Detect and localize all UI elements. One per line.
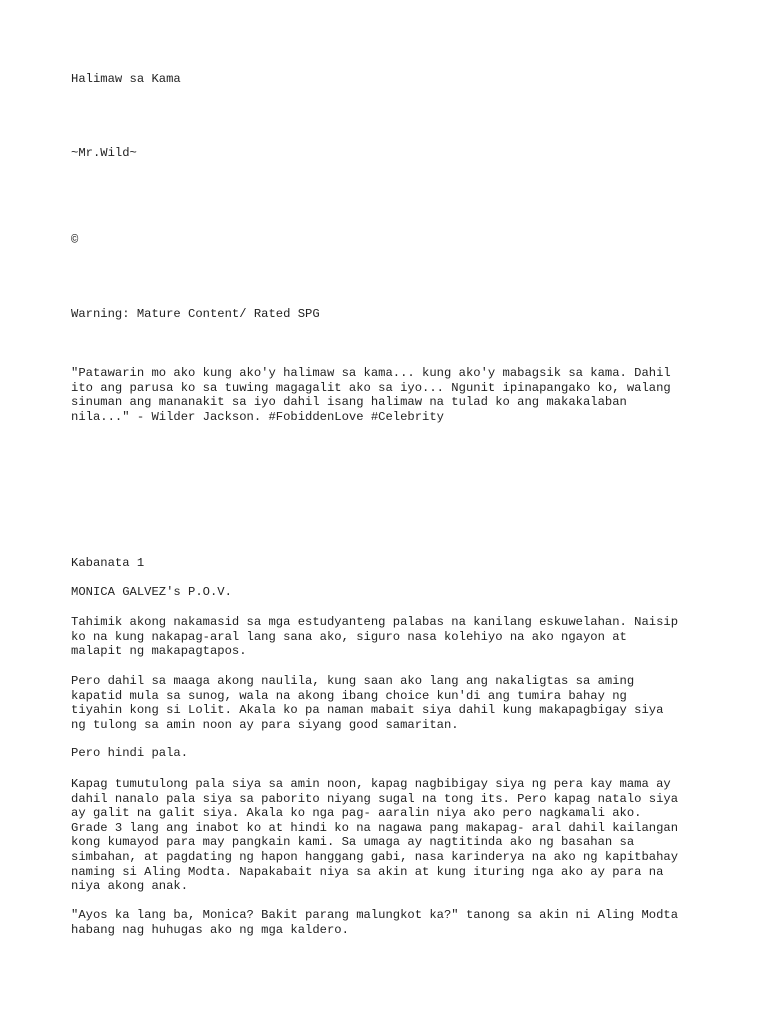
chapter-heading: Kabanata 1 [71,556,145,570]
paragraph-line: ko na kung nakapag-aral lang sana ako, siguro nasa kolehiyo na ako ngayon at [71,629,627,644]
paragraph-line: Pero dahil sa maaga akong naulila, kung saan ako lang ang nakaligtas sa aming [71,674,635,688]
copyright-symbol: © [71,233,79,247]
blurb-line: nila..." - Wilder Jackson. #FobiddenLove #Celebrity [71,409,444,424]
paragraph-line: kong kumayod para may pangkain kami. Sa umaga ay nagtitinda ako ng basahan sa [71,835,635,850]
blurb-line: "Patawarin mo ako kung ako'y halimaw sa kama... kung ako'y mabagsik sa kama. Dahil [71,366,671,380]
paragraph-line: Kapag tumutulong pala siya sa amin noon, kapag nagbibigay siya ng pera kay mama ay [71,777,671,791]
pov-heading: MONICA GALVEZ's P.O.V. [71,585,232,599]
paragraph-line: ng tulong sa amin noon ay para siyang good samaritan. [71,717,459,732]
author-name: ~Mr.Wild~ [71,146,137,160]
body-paragraph-5 [71,908,711,937]
blurb-line: ito ang parusa ko sa tuwing magagalit ako sa iyo... Ngunit ipinapangako ko, walang [71,380,671,395]
paragraph-line: habang nag huhugas ako ng mga kaldero. [71,922,349,937]
paragraph-line: "Ayos ka lang ba, Monica? Bakit parang malungkot ka?" tanong sa akin ni Aling Modta [71,908,679,922]
paragraph-line: niya akong anak. [71,879,189,894]
body-paragraph-3: Pero hindi pala. [71,746,189,760]
paragraph-line: Tahimik akong nakamasid sa mga estudyanteng palabas na kanilang eskuwelahan. Naisip [71,615,679,629]
paragraph-line: naming si Aling Modta. Napakabait niya sa akin at kung ituring nga ako ay para na [71,864,664,879]
paragraph-line: simbahan, at pagdating ng hapon hanggang gabi, nasa karinderya na ako ng kapitbahay [71,849,679,864]
body-paragraph-1 [71,615,711,659]
paragraph-line: malapit ng makapagtapos. [71,644,247,659]
paragraph-line: tiyahin kong si Lolit. Akala ko pa naman mabait siya dahil kung makapagbigay siya [71,703,664,718]
blurb-paragraph [71,366,711,424]
paragraph-line: kapatid mula sa sunog, wala na akong ibang choice kun'di ang tumira bahay ng [71,688,627,703]
paragraph-line: ay galit na galit siya. Akala ko nga pag- aaralin niya ako pero nagkamali ako. [71,806,642,821]
paragraph-line: dahil nanalo pala siya sa paborito niyang sugal na tong its. Pero kapag natalo siya [71,791,679,806]
content-warning: Warning: Mature Content/ Rated SPG [71,307,320,321]
blurb-line: sinuman ang mananakit sa iyo dahil isang halimaw na tulad ko ang makakalaban [71,395,627,410]
paragraph-line: Grade 3 lang ang inabot ko at hindi ko na nagawa pang makapag- aral dahil kailangan [71,820,679,835]
document-title: Halimaw sa Kama [71,72,181,86]
body-paragraph-4 [71,777,711,894]
body-paragraph-2 [71,674,711,732]
